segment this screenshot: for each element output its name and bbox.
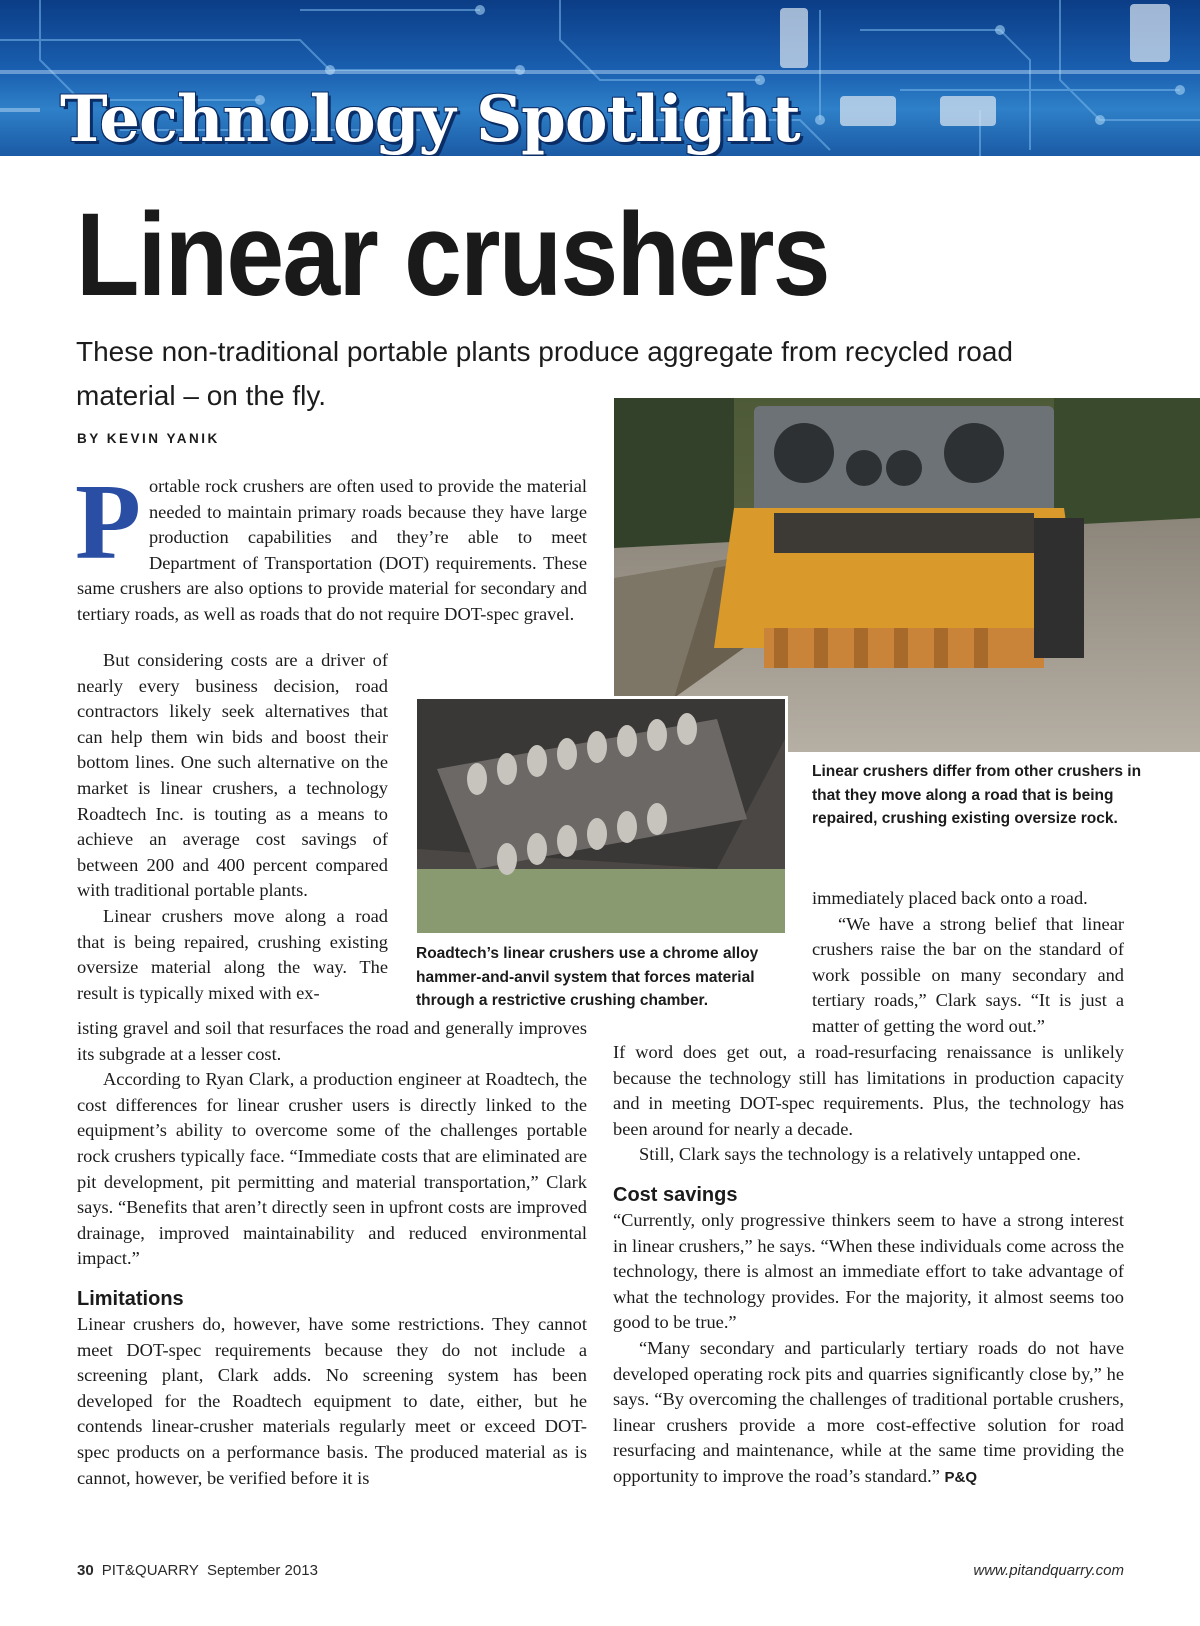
headline: Linear crushers [76, 189, 829, 321]
subhead-cost-savings: Cost savings [613, 1183, 738, 1206]
paragraph: isting gravel and soil that resurfaces the road and generally improves its subgrade at a lesser cost. [77, 1018, 587, 1064]
paragraph: Linear crushers move along a road that is being repaired, crushing existing oversize material along the way. The result is typically mixed with ex- [77, 905, 388, 1003]
article-column-right-narrow [812, 886, 1124, 1040]
subhead-limitations: Limitations [77, 1287, 184, 1310]
article-column-left-bottom [77, 1016, 587, 1491]
paragraph: If word does get out, a road-resurfacing renaissance is unlikely because the technology still has limitations in production capacity and in meeting DOT-spec requirements. Plus, the technology has been around for nearly a decade. [613, 1042, 1124, 1139]
byline: BY KEVIN YANIK [77, 431, 220, 446]
footer-folio [77, 1562, 318, 1579]
end-signoff: P&Q [944, 1468, 977, 1486]
drop-cap: P [75, 463, 141, 582]
website-link[interactable]: www.pitandquarry.com [973, 1562, 1124, 1579]
road-photo-caption: Linear crushers differ from other crushers in that they move along a road that is being repaired, crushing existing oversize rock. [812, 763, 1142, 827]
lead-text: ortable rock crushers are often used to provide the material needed to maintain primary roads because they have large production capabilities and they’re able to meet Department of Transportation (DOT) requirements. These same crushers are also options to provide material for secondary and tertiary roads, as well as roads that do not require DOT-spec gravel. [77, 476, 587, 624]
paragraph: “Currently, only progressive thinkers seem to have a strong interest in linear crushers,” he says. “When these individuals come across the technology, there is almost an immediate effort to take advantage of what the technology provides. For the majority, it almost seems too good to be true.” [613, 1209, 1124, 1333]
paragraph [613, 1336, 1124, 1491]
paragraph: Linear crushers do, however, have some restrictions. They cannot meet DOT-spec requirements because they do not include a screening plant, Clark adds. No screening system has been developed for the Roadtech equipment to date, either, but he contends linear-crusher materials regularly meet or exceed DOT-spec products on a performance basis. The produced material as is cannot, however, be verified before it is [77, 1313, 587, 1488]
article-column-right [613, 1040, 1124, 1491]
hammer-photo-caption: Roadtech’s linear crushers use a chrome alloy hammer-and-anvil system that forces material through a restrictive crushing chamber. [416, 945, 759, 1009]
publication-name: PIT&QUARRY September 2013 [101, 1562, 318, 1579]
paragraph: “We have a strong belief that linear crushers raise the bar on the standard of work possible on many secondary and tertiary roads,” Clark says. “It is just a matter of getting the word out.” [812, 913, 1124, 1036]
paragraph-text: “Many secondary and particularly tertiary roads do not have developed operating rock pits and quarries significantly close by,” he says. “By overcoming the challenges of traditional portable crushers, linear crushers provide a more cost-effective solution for road resurfacing and maintenance, while at the same time providing the opportunity to improve the road’s standard.” [613, 1337, 1124, 1486]
banner-title: Technology Spotlight [60, 82, 800, 156]
paragraph: immediately placed back onto a road. [812, 888, 1088, 908]
paragraph: Still, Clark says the technology is a relatively untapped one. [639, 1144, 1081, 1165]
spotlight-banner [0, 0, 1200, 156]
paragraph: But considering costs are a driver of nearly every business decision, road contractors likely seek alternatives that can help them win bids and boost their bottom lines. One such alternative on the market is linear crushers, a technology Roadtech Inc. is touting as a means to achieve an average cost savings of between 200 and 400 percent compared with traditional portable plants. [77, 650, 388, 901]
article-column-left-top [75, 463, 587, 628]
article-column-left-narrow [77, 648, 388, 1006]
lead-paragraph [75, 463, 587, 628]
deck-subtitle: These non-traditional portable plants produce aggregate from recycled road material – on the fly. [76, 336, 1014, 411]
paragraph: According to Ryan Clark, a production engineer at Roadtech, the cost differences for linear crusher users is directly linked to the equipment’s ability to overcome some of the challenges portable rock crushers typically face. “Immediate costs that are eliminated are pit development, pit permitting and material transportation,” Clark says. “Benefits that aren’t directly seen in upfront costs are improved drainage, improved maintainability and reduced environmental impact.” [77, 1069, 587, 1269]
hammer-anvil-photo [414, 696, 788, 936]
page-number: 30 [77, 1562, 94, 1579]
